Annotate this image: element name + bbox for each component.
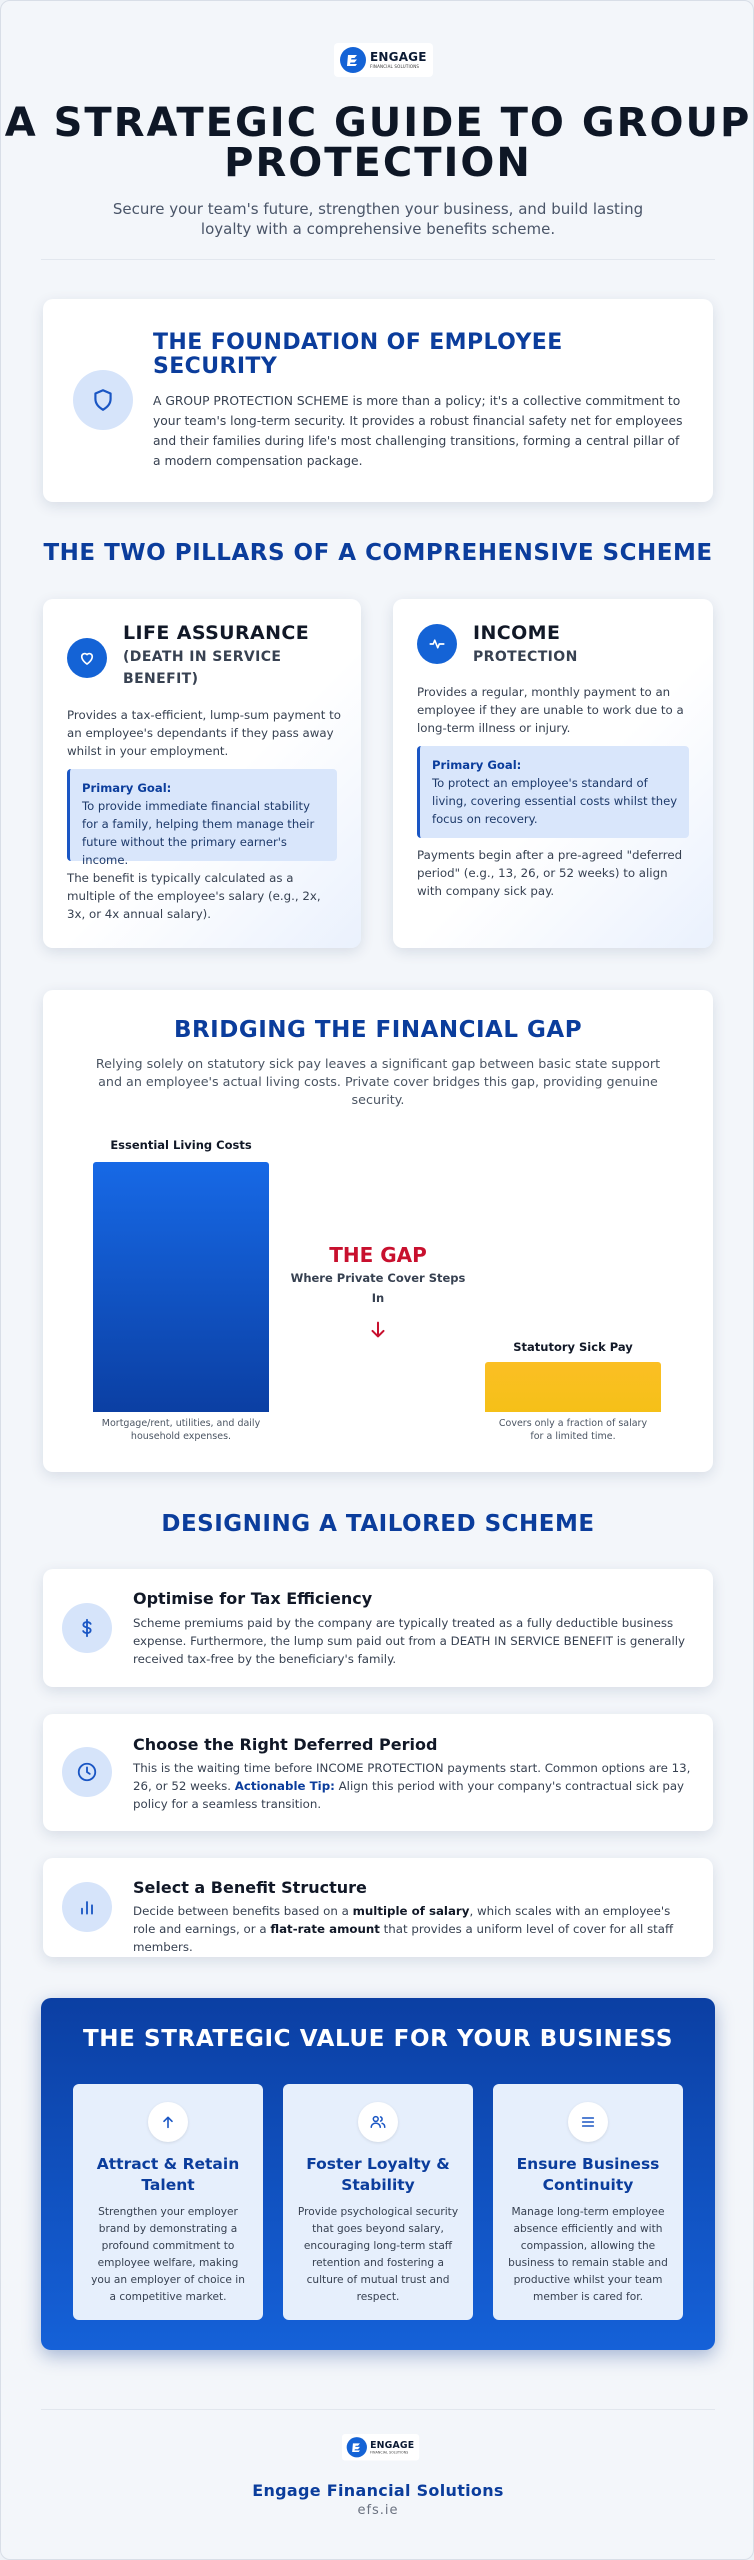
brand-logo xyxy=(334,43,433,77)
actionable-tip-label: Actionable Tip: xyxy=(234,1779,335,1793)
pillar-title: INCOME xyxy=(473,622,561,644)
logo-mark-icon xyxy=(347,2437,367,2457)
bar-chart-icon xyxy=(62,1882,112,1932)
value-card-text: Provide psychological security that goes beyond salary, encouraging long-term staff retention and fostering a culture of mutual trust and respect. xyxy=(297,2206,459,2303)
primary-goal-label: Primary Goal: xyxy=(432,758,522,772)
pillar-intro: Provides a tax-efficient, lump-sum payment to an employee's dependants if they pass away whilst in your employment. xyxy=(67,708,341,758)
bar-label-sick-pay: Statutory Sick Pay xyxy=(513,1340,633,1354)
heart-icon xyxy=(67,638,107,678)
gap-sublabel: Where Private Cover Steps In xyxy=(290,1271,466,1305)
users-icon xyxy=(358,2102,398,2142)
design-text-part: that provides a uniform level of cover for all staff members. xyxy=(133,1922,674,1954)
pillar-footer: Payments begin after a pre-agreed "deferred period" (e.g., 13, 26, or 52 weeks) to align with company sick pay. xyxy=(417,848,683,898)
design-title: DESIGNING A TAILORED SCHEME xyxy=(161,1511,595,1537)
design-item-title: Choose the Right Deferred Period xyxy=(133,1735,438,1754)
logo-word: ENGAGE xyxy=(370,50,427,64)
primary-goal-box xyxy=(67,769,337,867)
arrow-up-icon xyxy=(148,2102,188,2142)
page-title: A STRATEGIC GUIDE TO GROUP PROTECTION xyxy=(4,100,752,186)
primary-goal-text: To protect an employee's standard of living, covering essential costs whilst they focus on recovery. xyxy=(432,776,678,826)
dollar-icon xyxy=(62,1603,112,1653)
value-card-attract xyxy=(73,2084,263,2320)
value-card-title: Ensure Business Continuity xyxy=(516,2155,660,2194)
design-item-text xyxy=(133,1759,693,1813)
pillars-title: THE TWO PILLARS OF A COMPREHENSIVE SCHEME xyxy=(43,540,713,566)
gap-label: THE GAP xyxy=(329,1243,427,1267)
pulse-icon xyxy=(417,624,457,664)
divider xyxy=(41,259,715,260)
pillar-footer: The benefit is typically calculated as a multiple of the employee's salary (e.g., 2x, 3x, or 4x annual salary). xyxy=(67,871,321,921)
design-text-part: Align this period with your company's contractual sick pay policy for a seamless transition. xyxy=(133,1779,685,1811)
design-item-text: Scheme premiums paid by the company are typically treated as a fully deductible business expense. Furthermore, the lump sum paid out from a DEATH IN SERVICE BENEFIT is generally received tax-free by the beneficiary's family. xyxy=(133,1616,685,1666)
logo-word: ENGAGE xyxy=(370,2439,415,2451)
value-title: THE STRATEGIC VALUE FOR YOUR BUSINESS xyxy=(83,2026,673,2052)
pillar-intro: Provides a regular, monthly payment to an employee if they are unable to work due to a long-term illness or injury. xyxy=(417,685,684,735)
primary-goal-text: To provide immediate financial stability for a family, helping them manage their future without the primary earner's income. xyxy=(82,799,315,867)
value-card-title: Attract & Retain Talent xyxy=(96,2155,240,2194)
pillar-subtitle: (DEATH IN SERVICE BENEFIT) xyxy=(123,649,282,687)
logo-tagline: FINANCIAL SOLUTIONS xyxy=(370,64,420,69)
design-item-title: Select a Benefit Structure xyxy=(133,1878,367,1897)
design-text-part: Decide between benefits based on a xyxy=(133,1904,353,1918)
value-card-text: Strengthen your employer brand by demonstrating a profound commitment to employee welfare, making you an employer of choice in a competitive market. xyxy=(91,2206,245,2303)
clock-icon xyxy=(62,1747,112,1797)
footer-url-link[interactable]: efs.ie xyxy=(357,2503,399,2518)
value-card-title: Foster Loyalty & Stability xyxy=(306,2155,450,2194)
footer-logo xyxy=(342,2434,419,2461)
menu-lines-icon xyxy=(568,2102,608,2142)
gap-intro: Relying solely on statutory sick pay leaves a significant gap between basic state support and an employee's actual living costs. Private cover bridges this gap, providing genuine security. xyxy=(95,1056,661,1107)
pillar-subtitle: PROTECTION xyxy=(473,649,578,665)
gap-title: BRIDGING THE FINANCIAL GAP xyxy=(173,1017,583,1043)
bar-sick-pay xyxy=(485,1362,661,1412)
foundation-body: A GROUP PROTECTION SCHEME is more than a policy; it's a collective commitment to your team's long-term security. It provides a robust financial safety net for employees and their families during life's most challenging transitions, forming a central pillar of a modern compensation package. xyxy=(153,394,683,468)
logo-tagline: FINANCIAL SOLUTIONS xyxy=(370,2450,409,2455)
arrow-down-icon xyxy=(367,1319,389,1345)
design-text-part: , which scales with an employee's role and earnings, or a xyxy=(133,1904,671,1936)
logo-mark-icon xyxy=(340,47,366,73)
primary-goal-label: Primary Goal: xyxy=(82,781,172,795)
design-text-bold: flat-rate amount xyxy=(270,1922,380,1936)
bar-label-living-costs: Essential Living Costs xyxy=(110,1138,252,1152)
footer-company: Engage Financial Solutions xyxy=(252,2481,504,2500)
bar-living-costs xyxy=(93,1162,269,1412)
bar-caption-sick-pay: Covers only a fraction of salary for a limited time. xyxy=(498,1418,648,1442)
pillar-title: LIFE ASSURANCE xyxy=(123,622,310,644)
design-item-title: Optimise for Tax Efficiency xyxy=(133,1589,373,1608)
value-card-continuity xyxy=(493,2084,683,2320)
foundation-title: THE FOUNDATION OF EMPLOYEE SECURITY xyxy=(153,330,563,379)
design-text-part: This is the waiting time before INCOME PROTECTION payments start. Common options are 13, 26, or 52 weeks. xyxy=(133,1761,691,1793)
value-card-loyalty xyxy=(283,2084,473,2320)
design-text-bold: multiple of salary xyxy=(352,1904,470,1918)
value-card-text: Manage long-term employee absence efficiently and with compassion, allowing the business to remain stable and productive whilst your team member is cared for. xyxy=(508,2206,668,2303)
shield-icon xyxy=(73,370,133,430)
primary-goal-box xyxy=(417,746,689,838)
page-subtitle: Secure your team's future, strengthen your business, and build lasting loyalty with a comprehensive benefits scheme. xyxy=(112,200,644,238)
divider xyxy=(41,2409,715,2410)
strategic-value-panel xyxy=(41,1998,715,2350)
design-item-text xyxy=(133,1902,693,1956)
bar-caption-living-costs: Mortgage/rent, utilities, and daily household expenses. xyxy=(101,1418,261,1442)
